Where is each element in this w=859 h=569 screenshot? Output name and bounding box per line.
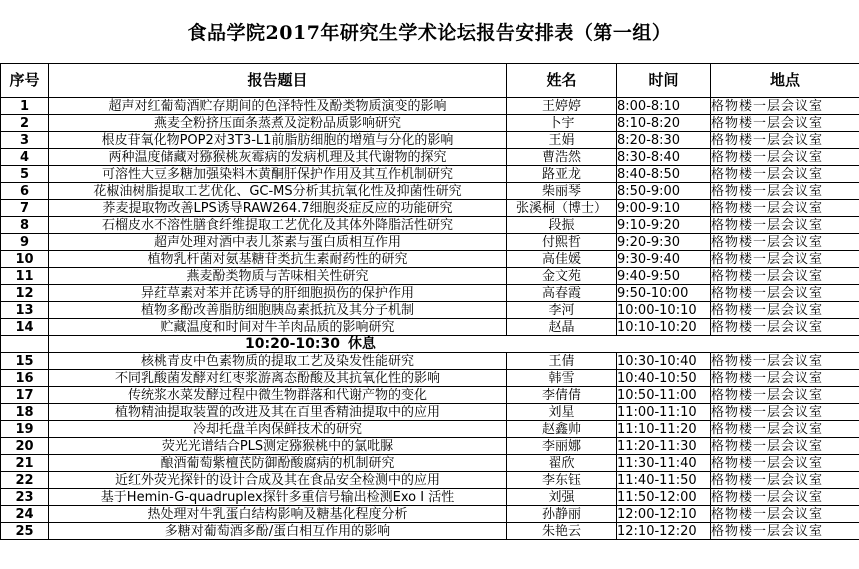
- presenter-name: 段振: [507, 217, 617, 234]
- report-topic: 荧光光谱结合PLS测定猕猴桃中的氯吡脲: [49, 438, 507, 455]
- report-topic: 超声对红葡萄酒贮存期间的色泽特性及酚类物质演变的影响: [49, 98, 507, 115]
- report-topic: 多糖对葡萄酒多酚/蛋白相互作用的影响: [49, 523, 507, 540]
- table-row: [1, 115, 859, 132]
- report-topic: 两种温度储藏对猕猴桃灰霉病的发病机理及其代谢物的探究: [49, 149, 507, 166]
- location: 格物楼一层会议室: [711, 115, 859, 132]
- row-number: 19: [1, 421, 49, 438]
- report-topic: 植物多酚改善脂肪细胞胰岛素抵抗及其分子机制: [49, 302, 507, 319]
- time-slot: 11:50-12:00: [617, 489, 711, 506]
- location: 格物楼一层会议室: [711, 370, 859, 387]
- time-slot: 10:50-11:00: [617, 387, 711, 404]
- location: 格物楼一层会议室: [711, 183, 859, 200]
- presenter-name: 曹浩然: [507, 149, 617, 166]
- report-topic: 可溶性大豆多糖加强染料木黄酮肝保护作用及其互作机制研究: [49, 166, 507, 183]
- location: 格物楼一层会议室: [711, 523, 859, 540]
- row-number: 11: [1, 268, 49, 285]
- time-slot: 9:50-10:00: [617, 285, 711, 302]
- time-slot: 11:10-11:20: [617, 421, 711, 438]
- location: 格物楼一层会议室: [711, 285, 859, 302]
- report-topic: 石榴皮水不溶性膳食纤维提取工艺优化及其体外降脂活性研究: [49, 217, 507, 234]
- time-slot: 12:10-12:20: [617, 523, 711, 540]
- location: 格物楼一层会议室: [711, 387, 859, 404]
- table-row: [1, 302, 859, 319]
- time-slot: 9:00-9:10: [617, 200, 711, 217]
- row-number: 20: [1, 438, 49, 455]
- presenter-name: 李河: [507, 302, 617, 319]
- time-slot: 9:40-9:50: [617, 268, 711, 285]
- row-number: 21: [1, 455, 49, 472]
- table-row: [1, 200, 859, 217]
- row-number: 17: [1, 387, 49, 404]
- time-slot: 10:40-10:50: [617, 370, 711, 387]
- report-topic: 超声处理对酒中表儿茶素与蛋白质相互作用: [49, 234, 507, 251]
- time-slot: 9:10-9:20: [617, 217, 711, 234]
- report-topic: 基于Hemin-G-quadruplex探针多重信号输出检测Exo I 活性: [49, 489, 507, 506]
- time-slot: 11:00-11:10: [617, 404, 711, 421]
- header-no: 序号: [1, 64, 49, 98]
- presenter-name: 翟欣: [507, 455, 617, 472]
- table-row: [1, 217, 859, 234]
- row-number: 10: [1, 251, 49, 268]
- row-number: 8: [1, 217, 49, 234]
- break-label: 休息: [347, 335, 376, 352]
- row-number: 5: [1, 166, 49, 183]
- row-number: 9: [1, 234, 49, 251]
- time-slot: 9:30-9:40: [617, 251, 711, 268]
- table-row: [1, 251, 859, 268]
- report-topic: 酿酒葡萄紫檀芪防御酚酸腐病的机制研究: [49, 455, 507, 472]
- report-topic: 异荭草素对苯并芘诱导的肝细胞损伤的保护作用: [49, 285, 507, 302]
- presenter-name: 高春霞: [507, 285, 617, 302]
- page-title: 食品学院2017年研究生学术论坛报告安排表（第一组）: [187, 22, 672, 44]
- table-row: [1, 183, 859, 200]
- table-row: [1, 98, 859, 115]
- presenter-name: 柴丽琴: [507, 183, 617, 200]
- break-section: [1, 336, 859, 353]
- location: 格物楼一层会议室: [711, 200, 859, 217]
- location: 格物楼一层会议室: [711, 472, 859, 489]
- report-topic: 贮藏温度和时间对牛羊肉品质的影响研究: [49, 319, 507, 336]
- row-number: 1: [1, 98, 49, 115]
- row-number: 25: [1, 523, 49, 540]
- schedule-table: [0, 63, 859, 540]
- table-row: [1, 438, 859, 455]
- table-row: [1, 523, 859, 540]
- table-row: [1, 149, 859, 166]
- table-row: [1, 404, 859, 421]
- time-slot: 8:10-8:20: [617, 115, 711, 132]
- time-slot: 12:00-12:10: [617, 506, 711, 523]
- presenter-name: 路亚龙: [507, 166, 617, 183]
- row-number: 24: [1, 506, 49, 523]
- time-slot: 8:30-8:40: [617, 149, 711, 166]
- location: 格物楼一层会议室: [711, 166, 859, 183]
- report-topic: 花椒油树脂提取工艺优化、GC-MS分析其抗氧化性及抑菌性研究: [49, 183, 507, 200]
- location: 格物楼一层会议室: [711, 132, 859, 149]
- header-name: 姓名: [507, 64, 617, 98]
- report-topic: 传统浆水菜发酵过程中微生物群落和代谢产物的变化: [49, 387, 507, 404]
- presenter-name: 刘星: [507, 404, 617, 421]
- presenter-name: 赵鑫帅: [507, 421, 617, 438]
- presenter-name: 孙静丽: [507, 506, 617, 523]
- row-number: 2: [1, 115, 49, 132]
- time-slot: 8:00-8:10: [617, 98, 711, 115]
- table-row: [1, 268, 859, 285]
- break-row: [1, 336, 859, 353]
- presenter-name: 李倩倩: [507, 387, 617, 404]
- header-topic: 报告题目: [49, 64, 507, 98]
- table-header-row: [1, 64, 859, 98]
- location: 格物楼一层会议室: [711, 404, 859, 421]
- presenter-name: 卜宇: [507, 115, 617, 132]
- report-topic: 燕麦全粉挤压面条蒸煮及淀粉品质影响研究: [49, 115, 507, 132]
- table-row: [1, 489, 859, 506]
- presenter-name: 刘强: [507, 489, 617, 506]
- time-slot: 10:00-10:10: [617, 302, 711, 319]
- location: 格物楼一层会议室: [711, 234, 859, 251]
- report-topic: 不同乳酸菌发酵对红枣浆游离态酚酸及其抗氧化性的影响: [49, 370, 507, 387]
- report-topic: 植物乳杆菌对氨基糖苷类抗生素耐药性的研究: [49, 251, 507, 268]
- table-row: [1, 166, 859, 183]
- row-number: 16: [1, 370, 49, 387]
- location: 格物楼一层会议室: [711, 268, 859, 285]
- time-slot: 9:20-9:30: [617, 234, 711, 251]
- row-number: 13: [1, 302, 49, 319]
- presenter-name: 韩雪: [507, 370, 617, 387]
- table-row: [1, 472, 859, 489]
- break-cell: [49, 336, 859, 353]
- time-slot: 8:50-9:00: [617, 183, 711, 200]
- header-time: 时间: [617, 64, 711, 98]
- presenter-name: 张溪桐（博士）: [507, 200, 617, 217]
- break-time: 10:20-10:30: [245, 335, 340, 352]
- location: 格物楼一层会议室: [711, 353, 859, 370]
- break-no-cell: [1, 336, 49, 353]
- time-slot: 10:10-10:20: [617, 319, 711, 336]
- row-number: 18: [1, 404, 49, 421]
- table-row: [1, 319, 859, 336]
- row-number: 23: [1, 489, 49, 506]
- presenter-name: 赵晶: [507, 319, 617, 336]
- row-number: 22: [1, 472, 49, 489]
- location: 格物楼一层会议室: [711, 251, 859, 268]
- table-row: [1, 370, 859, 387]
- report-topic: 根皮苷氧化物POP2对3T3-L1前脂肪细胞的增殖与分化的影响: [49, 132, 507, 149]
- report-topic: 冷却托盘羊肉保鲜技术的研究: [49, 421, 507, 438]
- presenter-name: 王婷婷: [507, 98, 617, 115]
- report-topic: 荞麦提取物改善LPS诱导RAW264.7细胞炎症反应的功能研究: [49, 200, 507, 217]
- table-row: [1, 387, 859, 404]
- location: 格物楼一层会议室: [711, 149, 859, 166]
- location: 格物楼一层会议室: [711, 438, 859, 455]
- table-row: [1, 132, 859, 149]
- row-number: 15: [1, 353, 49, 370]
- report-topic: 植物精油提取装置的改进及其在百里香精油提取中的应用: [49, 404, 507, 421]
- location: 格物楼一层会议室: [711, 98, 859, 115]
- location: 格物楼一层会议室: [711, 217, 859, 234]
- presenter-name: 付熙哲: [507, 234, 617, 251]
- location: 格物楼一层会议室: [711, 455, 859, 472]
- report-topic: 近红外荧光探针的设计合成及其在食品安全检测中的应用: [49, 472, 507, 489]
- location: 格物楼一层会议室: [711, 506, 859, 523]
- table-row: [1, 285, 859, 302]
- row-number: 4: [1, 149, 49, 166]
- time-slot: 8:20-8:30: [617, 132, 711, 149]
- presenter-name: 李丽娜: [507, 438, 617, 455]
- table-row: [1, 353, 859, 370]
- time-slot: 11:20-11:30: [617, 438, 711, 455]
- presenter-name: 李东钰: [507, 472, 617, 489]
- location: 格物楼一层会议室: [711, 489, 859, 506]
- table-row: [1, 234, 859, 251]
- report-topic: 热处理对牛乳蛋白结构影响及糖基化程度分析: [49, 506, 507, 523]
- presenter-name: 朱艳云: [507, 523, 617, 540]
- presenter-name: 金文苑: [507, 268, 617, 285]
- row-number: 14: [1, 319, 49, 336]
- table-row: [1, 455, 859, 472]
- location: 格物楼一层会议室: [711, 319, 859, 336]
- schedule-body-morning-1: [1, 98, 859, 336]
- time-slot: 8:40-8:50: [617, 166, 711, 183]
- location: 格物楼一层会议室: [711, 302, 859, 319]
- table-row: [1, 421, 859, 438]
- presenter-name: 高佳媛: [507, 251, 617, 268]
- row-number: 3: [1, 132, 49, 149]
- presenter-name: 王娟: [507, 132, 617, 149]
- row-number: 6: [1, 183, 49, 200]
- time-slot: 11:30-11:40: [617, 455, 711, 472]
- report-topic: 燕麦酚类物质与苦味相关性研究: [49, 268, 507, 285]
- schedule-body-morning-2: [1, 353, 859, 540]
- row-number: 7: [1, 200, 49, 217]
- row-number: 12: [1, 285, 49, 302]
- table-row: [1, 506, 859, 523]
- presenter-name: 王倩: [507, 353, 617, 370]
- time-slot: 11:40-11:50: [617, 472, 711, 489]
- location: 格物楼一层会议室: [711, 421, 859, 438]
- header-location: 地点: [711, 64, 859, 98]
- time-slot: 10:30-10:40: [617, 353, 711, 370]
- report-topic: 核桃青皮中色素物质的提取工艺及染发性能研究: [49, 353, 507, 370]
